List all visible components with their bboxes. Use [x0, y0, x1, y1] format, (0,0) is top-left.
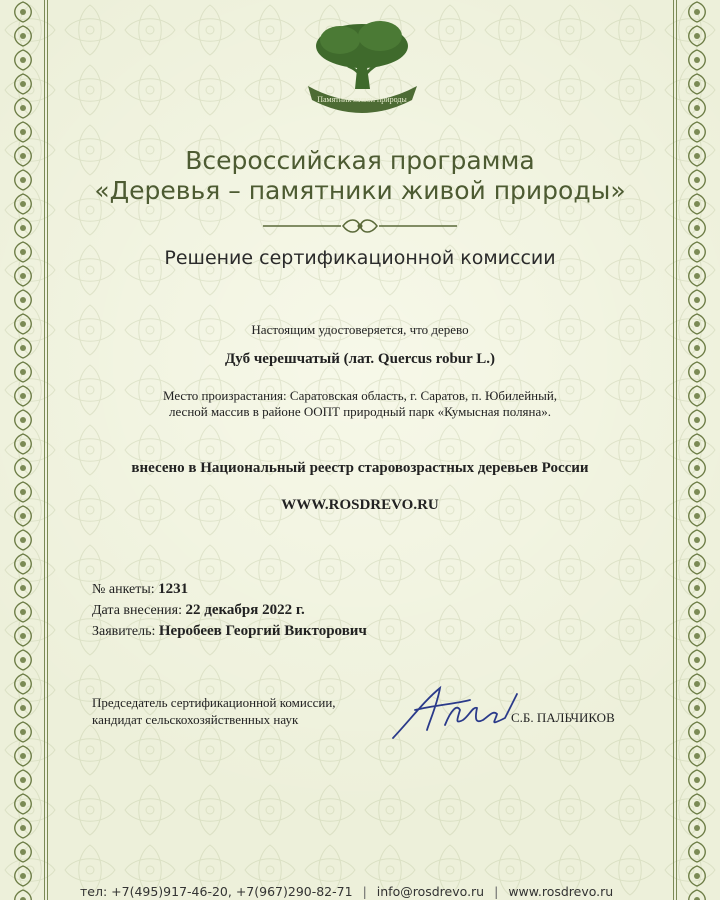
website-link[interactable]: WWW.ROSDREVO.RU: [281, 497, 439, 513]
chairman-title-line-2: кандидат сельскохозяйственных наук: [92, 712, 299, 727]
growth-place-line-1: Место произрастания: Саратовская область, г. Саратов, п. Юбилейный,: [162, 388, 558, 403]
certification-intro: Настоящим удостоверяется, что дерево: [251, 322, 469, 337]
registry-statement: внесено в Национальный реестр старовозрастных деревьев России: [131, 460, 589, 476]
right-frame-line: [673, 0, 674, 900]
left-ornamental-border: [8, 0, 38, 900]
form-number-value: 1231: [158, 581, 189, 597]
growth-place: [0, 388, 720, 420]
commission-decision-heading: Решение сертификационной комиссии: [164, 247, 556, 269]
form-number: [92, 581, 188, 598]
entry-date-value: 22 декабря 2022 г.: [185, 602, 305, 618]
form-number-label: № анкеты:: [92, 582, 155, 597]
footer-separator: |: [494, 884, 499, 899]
contact-footer: [80, 884, 670, 899]
entry-date: [92, 602, 305, 619]
handwritten-signature: [385, 680, 525, 745]
tree-name: Дуб черешчатый (лат. Quercus robur L.): [224, 351, 496, 367]
tree-logo: [300, 14, 425, 124]
program-title-line-2: «Деревья – памятники живой природы»: [94, 176, 626, 205]
signer-name: С.Б. ПАЛЬЧИКОВ: [511, 710, 615, 725]
applicant: [92, 623, 367, 640]
left-frame-line-inner: [47, 0, 48, 900]
footer-email[interactable]: info@rosdrevo.ru: [376, 884, 485, 899]
applicant-label: Заявитель:: [92, 624, 156, 639]
program-title-line-1: Всероссийская программа: [185, 146, 535, 175]
footer-separator: |: [362, 884, 367, 899]
chairman-title-line-1: Председатель сертификационной комиссии,: [92, 695, 336, 710]
svg-text:Памятник живой природы: Памятник живой природы: [317, 95, 407, 104]
footer-site[interactable]: www.rosdrevo.ru: [508, 884, 614, 899]
growth-place-line-2: лесной массив в районе ООПТ природный парк «Кумысная поляна».: [168, 404, 552, 419]
footer-phones: тел: +7(495)917-46-20, +7(967)290-82-71: [80, 884, 353, 899]
applicant-value: Неробеев Георгий Викторович: [158, 623, 367, 639]
divider-ornament: [263, 217, 457, 235]
left-frame-line: [44, 0, 45, 900]
entry-date-label: Дата внесения:: [92, 603, 182, 618]
right-frame-line-inner: [676, 0, 677, 900]
chairman-title: [92, 694, 336, 728]
right-ornamental-border: [682, 0, 712, 900]
